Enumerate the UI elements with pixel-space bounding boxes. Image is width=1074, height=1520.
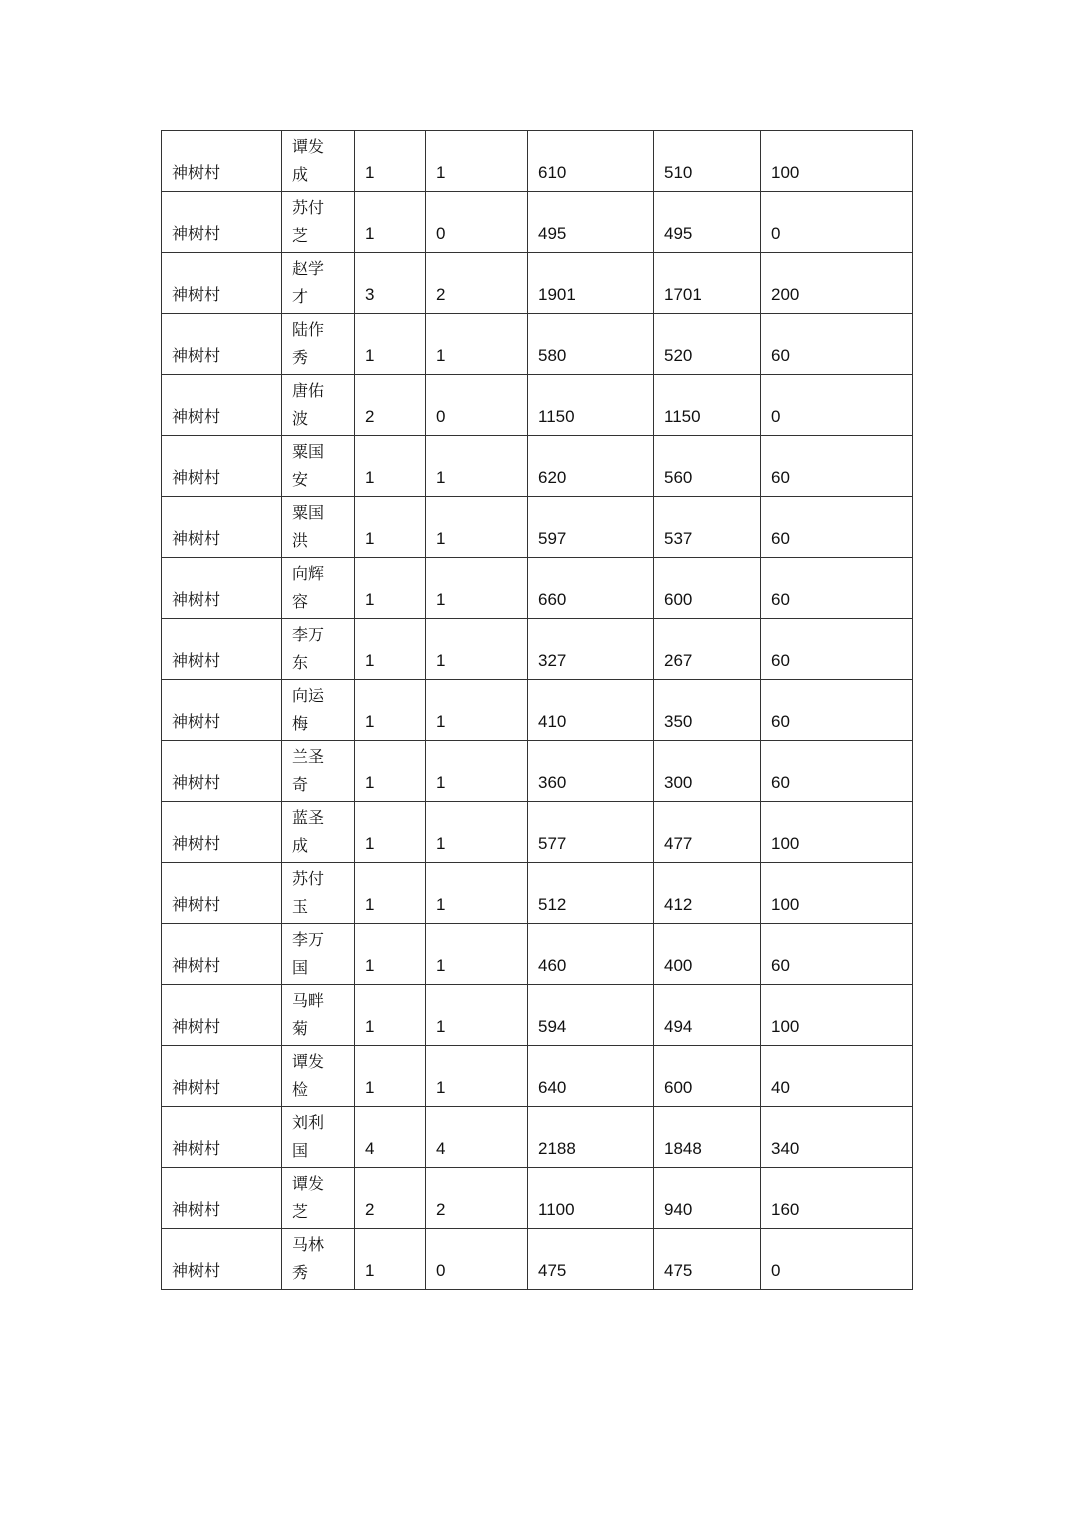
table-row <box>162 802 913 863</box>
value-cell-col3: 2 <box>355 375 426 436</box>
village-cell: 神树村 <box>162 863 282 924</box>
value-cell-col7: 200 <box>761 253 913 314</box>
value-cell-col4: 1 <box>426 741 528 802</box>
value-cell-col6: 412 <box>654 863 761 924</box>
value-cell-col3: 1 <box>355 1229 426 1290</box>
value-cell-col5: 460 <box>528 924 654 985</box>
name-line-1: 苏付 <box>292 198 325 217</box>
name-cell <box>282 436 355 497</box>
table-row <box>162 1229 913 1290</box>
value-cell-col5: 620 <box>528 436 654 497</box>
value-cell-col4: 0 <box>426 1229 528 1290</box>
name-cell <box>282 619 355 680</box>
name-cell <box>282 375 355 436</box>
value-cell-col5: 594 <box>528 985 654 1046</box>
name-line-1: 谭发 <box>292 1052 325 1071</box>
village-cell: 神树村 <box>162 253 282 314</box>
value-cell-col6: 477 <box>654 802 761 863</box>
value-cell-col6: 537 <box>654 497 761 558</box>
name-line-1: 李万 <box>292 625 325 644</box>
value-cell-col7: 60 <box>761 680 913 741</box>
village-cell: 神树村 <box>162 802 282 863</box>
name-line-1: 唐佑 <box>292 381 325 400</box>
name-line-1: 苏付 <box>292 869 325 888</box>
name-line-2: 玉 <box>292 897 309 916</box>
table-row <box>162 985 913 1046</box>
name-line-2: 梅 <box>292 714 309 733</box>
value-cell-col4: 1 <box>426 558 528 619</box>
value-cell-col5: 640 <box>528 1046 654 1107</box>
name-cell <box>282 741 355 802</box>
value-cell-col6: 494 <box>654 985 761 1046</box>
name-cell <box>282 314 355 375</box>
name-line-1: 向运 <box>292 686 325 705</box>
name-line-1: 兰圣 <box>292 747 325 766</box>
village-cell: 神树村 <box>162 497 282 558</box>
village-cell: 神树村 <box>162 314 282 375</box>
value-cell-col5: 577 <box>528 802 654 863</box>
village-cell: 神树村 <box>162 1229 282 1290</box>
value-cell-col7: 100 <box>761 802 913 863</box>
name-line-1: 粟国 <box>292 442 325 461</box>
table-row <box>162 497 913 558</box>
name-line-2: 国 <box>292 1141 309 1160</box>
value-cell-col5: 327 <box>528 619 654 680</box>
value-cell-col3: 1 <box>355 619 426 680</box>
name-cell <box>282 131 355 192</box>
name-cell <box>282 802 355 863</box>
value-cell-col5: 580 <box>528 314 654 375</box>
table-row <box>162 1168 913 1229</box>
name-cell <box>282 497 355 558</box>
name-cell <box>282 680 355 741</box>
value-cell-col5: 475 <box>528 1229 654 1290</box>
value-cell-col4: 0 <box>426 375 528 436</box>
table-row <box>162 1107 913 1168</box>
value-cell-col5: 410 <box>528 680 654 741</box>
value-cell-col7: 100 <box>761 985 913 1046</box>
village-cell: 神树村 <box>162 985 282 1046</box>
name-line-2: 芝 <box>292 1202 309 1221</box>
value-cell-col7: 0 <box>761 1229 913 1290</box>
value-cell-col6: 400 <box>654 924 761 985</box>
value-cell-col7: 340 <box>761 1107 913 1168</box>
value-cell-col4: 2 <box>426 1168 528 1229</box>
name-cell <box>282 558 355 619</box>
value-cell-col3: 1 <box>355 131 426 192</box>
value-cell-col3: 3 <box>355 253 426 314</box>
name-cell <box>282 192 355 253</box>
value-cell-col4: 1 <box>426 924 528 985</box>
value-cell-col5: 1150 <box>528 375 654 436</box>
value-cell-col3: 1 <box>355 741 426 802</box>
name-line-1: 谭发 <box>292 1174 325 1193</box>
value-cell-col6: 1150 <box>654 375 761 436</box>
value-cell-col6: 350 <box>654 680 761 741</box>
village-cell: 神树村 <box>162 741 282 802</box>
value-cell-col5: 610 <box>528 131 654 192</box>
value-cell-col6: 1848 <box>654 1107 761 1168</box>
value-cell-col4: 1 <box>426 131 528 192</box>
village-cell: 神树村 <box>162 192 282 253</box>
value-cell-col4: 1 <box>426 680 528 741</box>
name-cell <box>282 924 355 985</box>
name-line-2: 成 <box>292 836 309 855</box>
name-line-1: 向辉 <box>292 564 325 583</box>
name-line-1: 粟国 <box>292 503 325 522</box>
value-cell-col6: 475 <box>654 1229 761 1290</box>
value-cell-col5: 360 <box>528 741 654 802</box>
name-line-1: 刘利 <box>292 1113 325 1132</box>
household-table <box>161 130 913 1290</box>
village-cell: 神树村 <box>162 1168 282 1229</box>
name-line-2: 秀 <box>292 348 309 367</box>
table-row <box>162 741 913 802</box>
value-cell-col3: 1 <box>355 436 426 497</box>
village-cell: 神树村 <box>162 924 282 985</box>
table-row <box>162 1046 913 1107</box>
value-cell-col6: 600 <box>654 1046 761 1107</box>
value-cell-col4: 1 <box>426 436 528 497</box>
table-row <box>162 253 913 314</box>
value-cell-col4: 4 <box>426 1107 528 1168</box>
name-cell <box>282 1229 355 1290</box>
value-cell-col7: 60 <box>761 497 913 558</box>
name-line-1: 谭发 <box>292 137 325 156</box>
table-row <box>162 558 913 619</box>
value-cell-col4: 1 <box>426 497 528 558</box>
name-line-1: 马畔 <box>292 991 325 1010</box>
value-cell-col4: 1 <box>426 314 528 375</box>
value-cell-col5: 2188 <box>528 1107 654 1168</box>
value-cell-col7: 100 <box>761 131 913 192</box>
value-cell-col7: 60 <box>761 436 913 497</box>
table-row <box>162 192 913 253</box>
value-cell-col4: 0 <box>426 192 528 253</box>
name-line-2: 成 <box>292 165 309 184</box>
village-cell: 神树村 <box>162 1107 282 1168</box>
value-cell-col4: 1 <box>426 619 528 680</box>
name-line-2: 波 <box>292 409 309 428</box>
value-cell-col3: 1 <box>355 497 426 558</box>
table-row <box>162 314 913 375</box>
value-cell-col3: 1 <box>355 680 426 741</box>
value-cell-col4: 1 <box>426 863 528 924</box>
value-cell-col3: 1 <box>355 985 426 1046</box>
name-line-2: 国 <box>292 958 309 977</box>
value-cell-col5: 1901 <box>528 253 654 314</box>
value-cell-col7: 0 <box>761 192 913 253</box>
value-cell-col7: 160 <box>761 1168 913 1229</box>
name-line-2: 才 <box>292 287 309 306</box>
village-cell: 神树村 <box>162 558 282 619</box>
value-cell-col5: 512 <box>528 863 654 924</box>
value-cell-col4: 1 <box>426 802 528 863</box>
value-cell-col4: 1 <box>426 1046 528 1107</box>
value-cell-col3: 1 <box>355 924 426 985</box>
name-line-2: 容 <box>292 592 309 611</box>
value-cell-col6: 495 <box>654 192 761 253</box>
value-cell-col7: 60 <box>761 558 913 619</box>
value-cell-col6: 600 <box>654 558 761 619</box>
name-cell <box>282 1046 355 1107</box>
value-cell-col3: 2 <box>355 1168 426 1229</box>
name-line-2: 检 <box>292 1080 309 1099</box>
value-cell-col5: 495 <box>528 192 654 253</box>
table-row <box>162 131 913 192</box>
value-cell-col6: 520 <box>654 314 761 375</box>
village-cell: 神树村 <box>162 375 282 436</box>
value-cell-col6: 560 <box>654 436 761 497</box>
name-cell <box>282 985 355 1046</box>
name-line-2: 奇 <box>292 775 309 794</box>
village-cell: 神树村 <box>162 131 282 192</box>
value-cell-col3: 1 <box>355 192 426 253</box>
village-cell: 神树村 <box>162 619 282 680</box>
value-cell-col5: 597 <box>528 497 654 558</box>
village-cell: 神树村 <box>162 1046 282 1107</box>
value-cell-col6: 267 <box>654 619 761 680</box>
name-line-2: 东 <box>292 653 309 672</box>
name-line-2: 安 <box>292 470 309 489</box>
value-cell-col3: 1 <box>355 1046 426 1107</box>
value-cell-col7: 60 <box>761 619 913 680</box>
value-cell-col4: 2 <box>426 253 528 314</box>
name-line-1: 蓝圣 <box>292 808 325 827</box>
table-row <box>162 619 913 680</box>
name-cell <box>282 1168 355 1229</box>
name-line-1: 马林 <box>292 1235 325 1254</box>
value-cell-col3: 1 <box>355 314 426 375</box>
name-line-2: 菊 <box>292 1019 309 1038</box>
value-cell-col5: 1100 <box>528 1168 654 1229</box>
name-cell <box>282 253 355 314</box>
village-cell: 神树村 <box>162 680 282 741</box>
value-cell-col6: 1701 <box>654 253 761 314</box>
name-line-2: 洪 <box>292 531 309 550</box>
name-cell <box>282 863 355 924</box>
value-cell-col7: 60 <box>761 314 913 375</box>
value-cell-col3: 4 <box>355 1107 426 1168</box>
value-cell-col7: 60 <box>761 741 913 802</box>
name-line-1: 赵学 <box>292 259 325 278</box>
table-row <box>162 375 913 436</box>
value-cell-col6: 940 <box>654 1168 761 1229</box>
table-row <box>162 863 913 924</box>
value-cell-col3: 1 <box>355 802 426 863</box>
value-cell-col6: 300 <box>654 741 761 802</box>
value-cell-col4: 1 <box>426 985 528 1046</box>
value-cell-col7: 100 <box>761 863 913 924</box>
value-cell-col6: 510 <box>654 131 761 192</box>
value-cell-col7: 40 <box>761 1046 913 1107</box>
table-row <box>162 436 913 497</box>
value-cell-col3: 1 <box>355 558 426 619</box>
value-cell-col7: 60 <box>761 924 913 985</box>
value-cell-col5: 660 <box>528 558 654 619</box>
name-line-1: 李万 <box>292 930 325 949</box>
name-line-1: 陆作 <box>292 320 325 339</box>
name-line-2: 芝 <box>292 226 309 245</box>
table-body <box>162 131 913 1290</box>
name-cell <box>282 1107 355 1168</box>
village-cell: 神树村 <box>162 436 282 497</box>
value-cell-col7: 0 <box>761 375 913 436</box>
value-cell-col3: 1 <box>355 863 426 924</box>
table-row <box>162 680 913 741</box>
table-row <box>162 924 913 985</box>
name-line-2: 秀 <box>292 1263 309 1282</box>
